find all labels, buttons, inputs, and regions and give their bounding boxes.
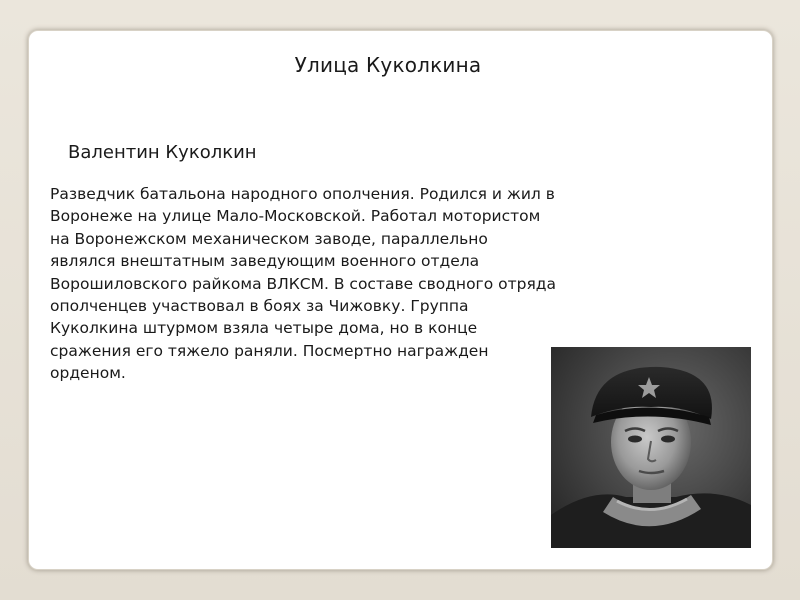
portrait-photo xyxy=(551,347,751,548)
biography-line: Ворошиловского райкома ВЛКСМ. В составе сводного отряда xyxy=(50,274,556,293)
biography-line: Воронеже на улице Мало-Московской. Работал мотористом xyxy=(50,207,541,226)
biography-line: орденом. xyxy=(50,364,126,383)
person-name: Валентин Куколкин xyxy=(68,142,257,163)
portrait-illustration xyxy=(551,347,751,548)
biography-line: Куколкина штурмом взяла четыре дома, но в конце xyxy=(50,319,478,338)
slide-title: Улица Куколкина xyxy=(294,53,482,77)
biography-line: сражения его тяжело раняли. Посмертно награжден xyxy=(50,341,489,360)
biography-line: являлся внештатным заведующим военного отдела xyxy=(50,252,480,271)
biography-line: Разведчик батальона народного ополчения. Родился и жил в xyxy=(50,185,555,203)
biography-line: на Воронежском механическом заводе, параллельно xyxy=(50,229,488,248)
biography-line: ополченцев участвовал в боях за Чижовку. Группа xyxy=(50,297,469,316)
